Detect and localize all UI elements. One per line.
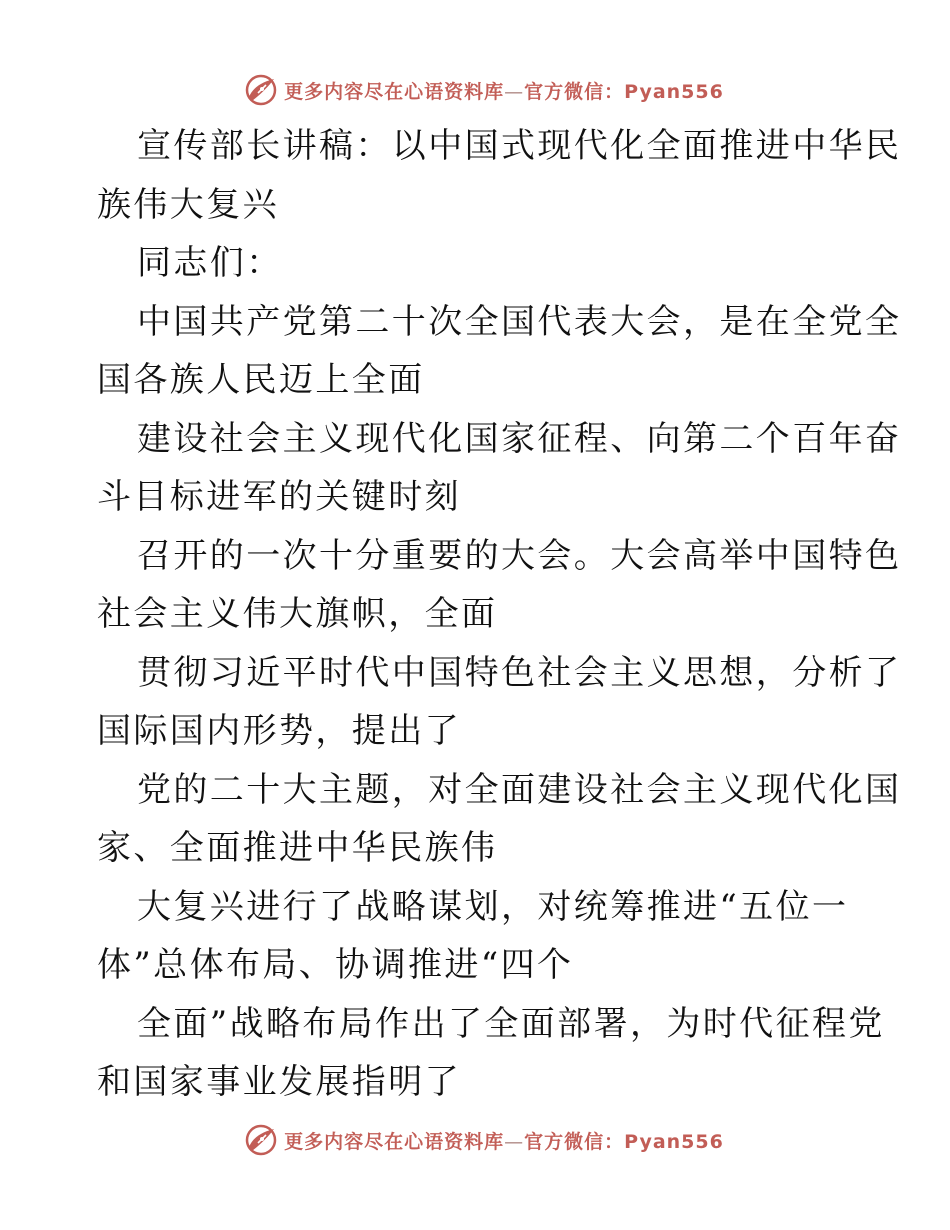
document-line: 全面”战略布局作出了全面部署，为时代征程党 xyxy=(137,1003,885,1044)
watermark-main-text: 更多内容尽在心语资料库 xyxy=(284,80,505,103)
watermark-main-text: 更多内容尽在心语资料库 xyxy=(284,1130,505,1153)
document-body xyxy=(97,117,902,1112)
watermark-separator: — xyxy=(504,1130,525,1153)
footer-watermark xyxy=(0,1120,950,1160)
document-line: 族伟大复兴 xyxy=(97,184,279,225)
watermark-inner xyxy=(244,73,724,107)
pen-logo-icon xyxy=(244,73,278,107)
document-line: 建设社会主义现代化国家征程、向第二个百年奋 xyxy=(137,418,902,459)
document-line: 国际国内形势，提出了 xyxy=(97,711,461,751)
document-line: 国各族人民迈上全面 xyxy=(97,360,425,400)
document-line: 同志们： xyxy=(137,243,283,283)
document-line: 大复兴进行了战略谋划，对统筹推进“五位一 xyxy=(137,886,849,927)
watermark-wechat-text: 官方微信：Pyan556 xyxy=(524,80,724,103)
header-watermark xyxy=(0,70,950,110)
watermark-separator: — xyxy=(504,80,525,103)
document-line: 中国共产党第二十次全国代表大会，是在全党全 xyxy=(137,301,902,342)
document-line: 宣传部长讲稿：以中国式现代化全面推进中华民 xyxy=(137,126,902,166)
document-line: 社会主义伟大旗帜，全面 xyxy=(97,594,498,634)
watermark-text xyxy=(284,1127,724,1154)
pen-logo-icon xyxy=(244,1123,278,1157)
document-line: 召开的一次十分重要的大会。大会高举中国特色 xyxy=(137,535,902,576)
watermark-text xyxy=(284,77,724,104)
watermark-inner xyxy=(244,1123,724,1157)
document-line: 家、全面推进中华民族伟 xyxy=(97,828,498,868)
document-line: 贯彻习近平时代中国特色社会主义思想，分析了 xyxy=(137,652,902,693)
watermark-wechat-text: 官方微信：Pyan556 xyxy=(524,1130,724,1153)
document-line: 党的二十大主题，对全面建设社会主义现代化国 xyxy=(137,769,902,810)
document-line: 体”总体布局、协调推进“四个 xyxy=(97,945,574,985)
document-line: 和国家事业发展指明了 xyxy=(97,1062,461,1102)
document-line: 斗目标进军的关键时刻 xyxy=(97,477,461,517)
